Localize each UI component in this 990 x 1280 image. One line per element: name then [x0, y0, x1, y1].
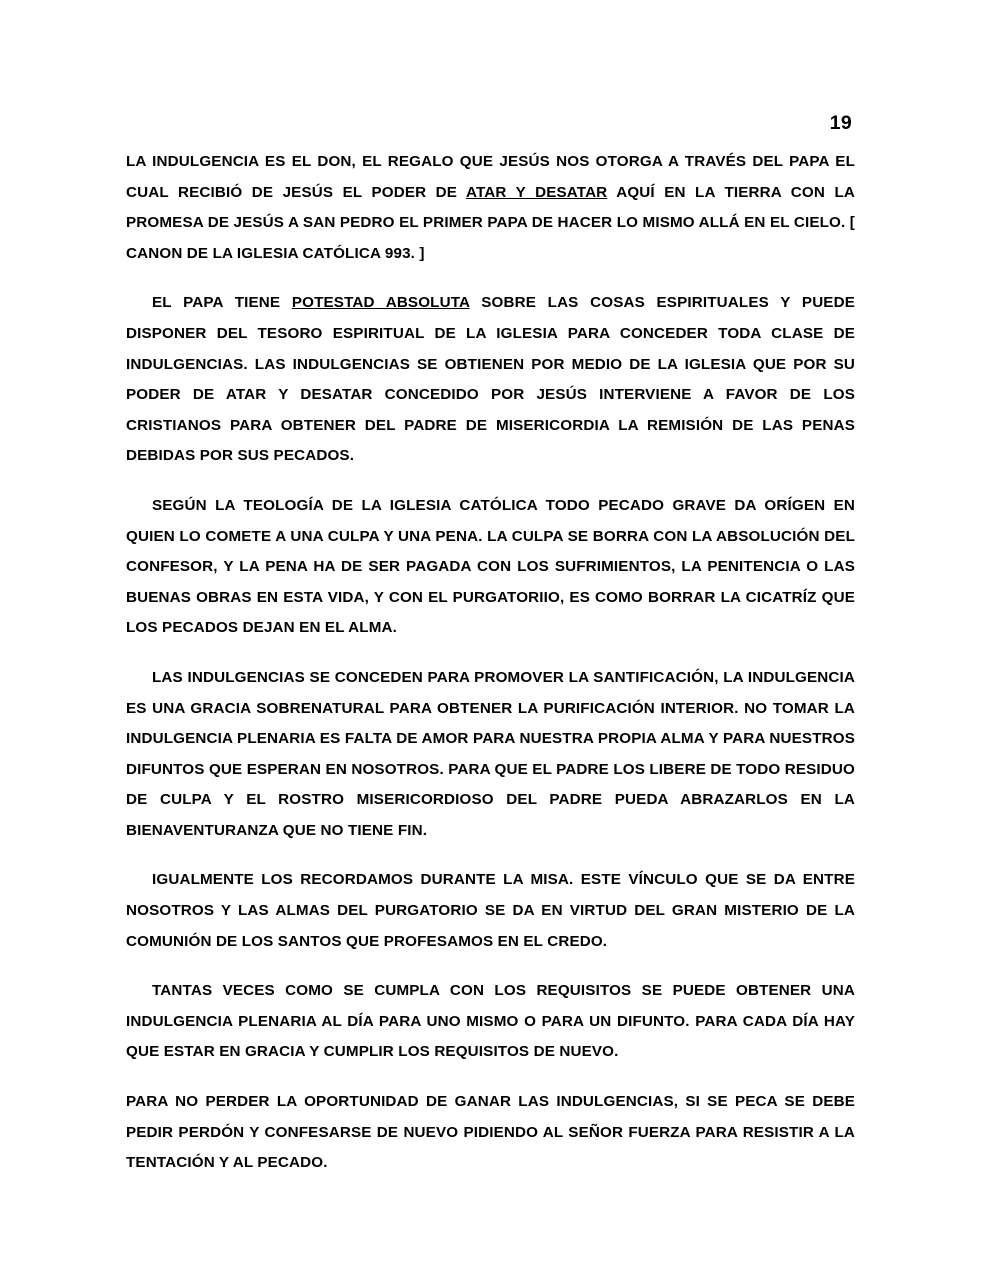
paragraph	[126, 865, 855, 957]
paragraph	[126, 1087, 855, 1179]
text-run: SEGÚN LA TEOLOGÍA DE LA IGLESIA CATÓLICA TODO PECADO GRAVE DA ORÍGEN EN QUIEN LO COMETE A UNA CULPA Y UNA PENA. LA CULPA SE BORRA CON LA ABSOLUCIÓN DEL CONFESOR, Y LA PENA HA DE SER PAGADA CON LOS SUFRIMIENTOS, LA PENITENCIA O LAS BUENAS OBRAS EN ESTA VIDA, Y CON EL PURGATORIIO, ES COMO BORRAR LA CICATRÍZ QUE LOS PECADOS DEJAN EN EL ALMA.	[126, 496, 855, 637]
paragraph	[126, 663, 855, 847]
document-body	[126, 147, 855, 1179]
text-run: PARA NO PERDER LA OPORTUNIDAD DE GANAR LAS INDULGENCIAS, SI SE PECA SE DEBE PEDIR PERDÓN Y CONFESARSE DE NUEVO PIDIENDO AL SEÑOR FUERZA PARA RESISTIR A LA TENTACIÓN Y AL PECADO.	[126, 1093, 855, 1172]
underlined-phrase: POTESTAD ABSOLUTA	[291, 294, 470, 312]
paragraph	[126, 491, 855, 644]
text-run: LAS INDULGENCIAS SE CONCEDEN PARA PROMOVER LA SANTIFICACIÓN, LA INDULGENCIA ES UNA GRACIA SOBRENATURAL PARA OBTENER LA PURIFICACIÓN INTERIOR. NO TOMAR LA INDULGENCIA PLENARIA ES FALTA DE AMOR PARA NUESTRA PROPIA ALMA Y PARA NUESTROS DIFUNTOS QUE ESPERAN EN NOSOTROS. PARA QUE EL PADRE LOS LIBERE DE TODO RESIDUO DE CULPA Y EL ROSTRO MISERICORDIOSO DEL PADRE PUEDA ABRAZARLOS EN LA BIENAVENTURANZA QUE NO TIENE FIN.	[126, 668, 855, 839]
text-run: IGUALMENTE LOS RECORDAMOS DURANTE LA MISA. ESTE VÍNCULO QUE SE DA ENTRE NOSOTROS Y LAS ALMAS DEL PURGATORIO SE DA EN VIRTUD DEL GRAN MISTERIO DE LA COMUNIÓN DE LOS SANTOS QUE PROFESAMOS EN EL CREDO.	[126, 871, 855, 950]
paragraph	[126, 288, 855, 472]
text-run: SOBRE LAS COSAS ESPIRITUALES Y PUEDE DISPONER DEL TESORO ESPIRITUAL DE LA IGLESIA PARA CONCEDER TODA CLASE DE INDULGENCIAS. LAS INDULGENCIAS SE OBTIENEN POR MEDIO DE LA IGLESIA QUE POR SU PODER DE ATAR Y DESATAR CONCEDIDO POR JESÚS INTERVIENE A FAVOR DE LOS CRISTIANOS PARA OBTENER DEL PADRE DE MISERICORDIA LA REMISIÓN DE LAS PENAS DEBIDAS POR SUS PECADOS.	[126, 294, 855, 465]
text-run: LA INDULGENCIA ES EL DON, EL REGALO QUE JESÚS NOS OTORGA A TRAVÉS DEL PAPA EL CUAL RECIBIÓ DE JESÚS EL PODER DE	[126, 153, 855, 201]
text-run: TANTAS VECES COMO SE CUMPLA CON LOS REQUISITOS SE PUEDE OBTENER UNA INDULGENCIA PLENARIA AL DÍA PARA UNO MISMO O PARA UN DIFUNTO. PARA CADA DÍA HAY QUE ESTAR EN GRACIA Y CUMPLIR LOS REQUISITOS DE NUEVO.	[126, 982, 855, 1061]
underlined-phrase: ATAR Y DESATAR	[465, 183, 608, 201]
page-number: 19	[829, 112, 852, 134]
text-run: EL PAPA TIENE	[152, 294, 292, 312]
paragraph	[126, 147, 855, 269]
text-run: AQUÍ EN LA TIERRA CON LA PROMESA DE JESÚS A SAN PEDRO EL PRIMER PAPA DE HACER LO MISMO ALLÁ EN EL CIELO. [ CANON DE LA IGLESIA CATÓLICA 993. ]	[126, 183, 855, 262]
paragraph	[126, 976, 855, 1068]
